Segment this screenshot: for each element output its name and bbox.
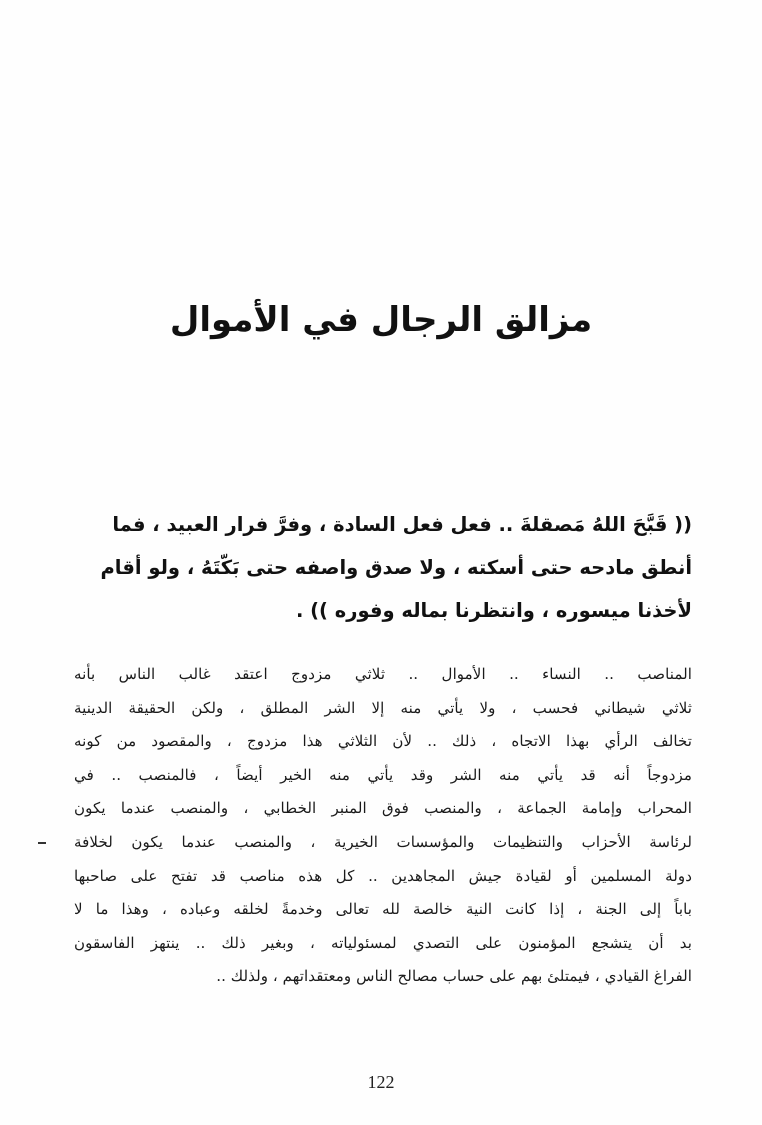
body-line: تخالف الرأي بهذا الاتجاه ، ذلك .. لأن الثلاثي هذا مزدوج ، والمقصود من كونه	[74, 732, 692, 751]
quote-line: أنطق مادحه حتى أسكته ، ولا صدق واصفه حتى بَكّتَهُ ، ولو أقام	[100, 556, 692, 579]
body-line: لرئاسة الأحزاب والتنظيمات والمؤسسات الخيرية ، والمنصب عندما يكون لخلافة	[74, 832, 692, 851]
quote-line: لأخذنا ميسوره ، وانتظرنا بماله وفوره )) .	[295, 599, 692, 622]
body-line: مزدوجاً أنه قد يأتي منه الشر وقد يأتي منه الخير أيضاً ، فالمنصب .. في	[74, 765, 692, 784]
page-number: 122	[367, 1072, 395, 1092]
margin-mark	[38, 842, 46, 844]
body-line: دولة المسلمين أو لقيادة جيش المجاهدين .. كل هذه مناصب قد تفتح على صاحبها	[74, 866, 692, 885]
body-line: بد أن يتشجع المؤمنون على التصدي لمسئولياته ، وبغير ذلك .. ينتهز الفاسقون	[74, 933, 692, 952]
body-line: الفراغ القيادي ، فيمتلئ بهم على حساب مصالح الناس ومعتقداتهم ، ولذلك ..	[216, 967, 692, 986]
body-line: المحراب وإمامة الجماعة ، والمنصب فوق المنبر الخطابي ، والمنصب عندما يكون	[74, 799, 692, 818]
body-line: باباً إلى الجنة ، إذا كانت النية خالصة لله تعالى وخدمةً لخلقه وعباده ، وهذا ما لا	[74, 900, 692, 919]
body-paragraph	[74, 658, 692, 994]
chapter-title: مزالق الرجال في الأموال	[169, 300, 593, 340]
body-line: ثلاثي شيطاني فحسب ، ولا يأتي منه إلا الشر المطلق ، ولكن الحقيقة الدينية	[74, 698, 692, 717]
quote-line: (( قَبَّحَ اللهُ مَصقلةَ .. فعل فعل السادة ، وفرَّ فرار العبيد ، فما	[112, 513, 692, 536]
quoted-saying	[74, 503, 692, 632]
body-line: المناصب .. النساء .. الأموال .. ثلاثي مزدوج اعتقد غالب الناس بأنه	[74, 665, 692, 683]
